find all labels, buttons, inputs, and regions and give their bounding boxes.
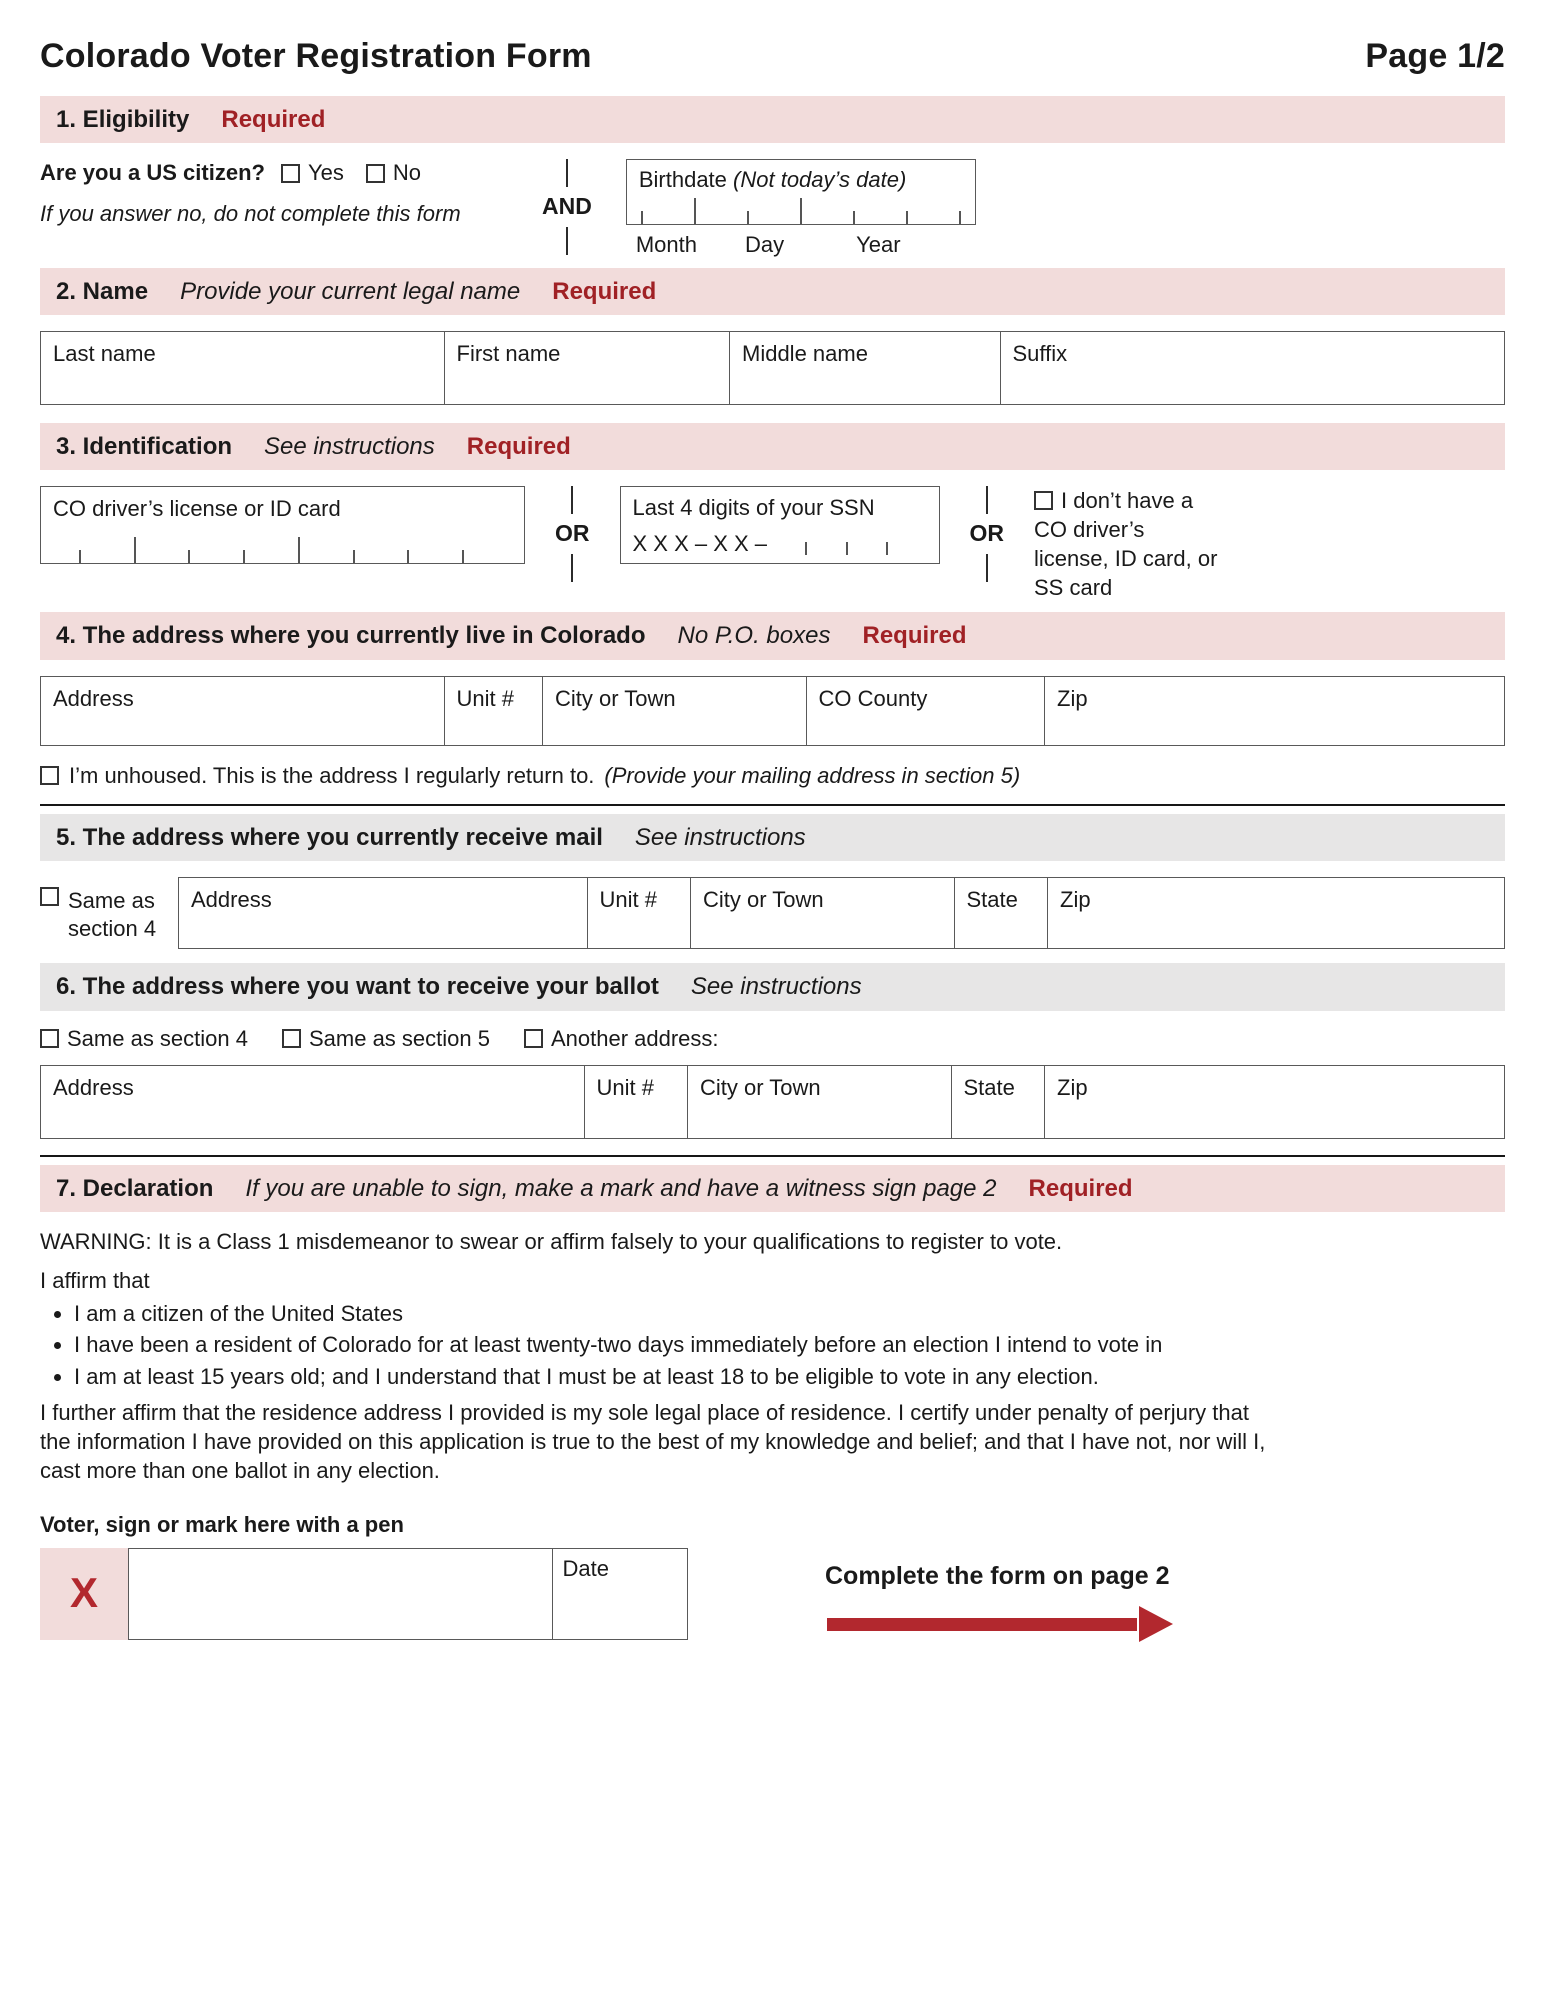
digit-tick [188,550,190,563]
citizenship-note: If you answer no, do not complete this form [40,200,461,226]
birthdate-block [626,159,976,260]
unhoused-label: I’m unhoused. This is the address I regularly return to. [69,762,595,788]
and-divider [542,159,592,255]
unhoused-checkbox[interactable] [40,766,59,785]
no-id-checkbox[interactable] [1034,491,1053,510]
citizen-no-checkbox[interactable] [366,164,385,183]
field-label: CO County [818,685,928,711]
field-label: Unit # [596,1075,654,1101]
or-label: OR [969,520,1004,547]
ballot-state-field[interactable] [951,1065,1046,1139]
birthdate-part-labels [626,225,976,260]
section-4-title: 4. The address where you currently live in Colorado [56,622,646,650]
field-label: Zip [1060,887,1091,913]
ballot-another-address-checkbox[interactable] [524,1029,543,1048]
affirmation-item: • I have been a resident of Colorado for at least twenty-two days immediately before an election I intend to vote in [74,1331,1280,1360]
divider-line [571,486,573,514]
birthdate-label-row [639,166,963,195]
option-label: Same as section 4 [67,1025,248,1051]
digit-tick [959,211,961,224]
residential-zip-field[interactable] [1044,676,1505,746]
and-label: AND [542,193,592,220]
citizen-yes-checkbox[interactable] [281,164,300,183]
suffix-field[interactable] [1000,331,1506,405]
section-6-header [40,963,1505,1010]
section-5-content [40,877,1505,949]
or-divider [970,486,1005,582]
ballot-same-as-section5-option[interactable] [282,1025,490,1054]
section-4-required-badge: Required [862,622,967,650]
year-label: Year [856,232,901,258]
section-2-header [40,268,1505,315]
mailing-city-field[interactable] [690,877,955,949]
complete-form-note-block [825,1548,1195,1643]
mailing-address-row [178,877,1505,949]
section-1-title: 1. Eligibility [56,106,190,134]
ballot-unit-field[interactable] [584,1065,689,1139]
residential-city-field[interactable] [542,676,807,746]
birthdate-field[interactable] [626,159,976,225]
field-label: Address [191,887,272,913]
option-label: Another address: [550,1025,719,1051]
section-2-title: 2. Name [56,277,149,305]
ssn-mask-row [633,530,927,559]
citizen-no-label: No [392,160,421,186]
mailing-state-field[interactable] [954,877,1049,949]
section-7-required-badge: Required [1028,1175,1133,1203]
mail-same-as-section4-option[interactable] [40,877,178,949]
page-indicator: Page 1/2 [1365,37,1505,75]
section-3-title: 3. Identification [56,433,233,461]
section-3-header [40,423,1505,470]
section-1-header [40,96,1505,143]
complete-form-note: Complete the form on page 2 [825,1561,1170,1590]
license-field-label: CO driver’s license or ID card [53,496,341,522]
section-7-subtitle: If you are unable to sign, make a mark and have a witness sign page 2 [245,1175,997,1203]
digit-tick [886,542,888,555]
divider-line [986,486,988,514]
field-label: City or Town [703,887,824,913]
arrow-shaft [827,1618,1137,1631]
section-3-content [40,486,1505,602]
further-affirmation: I further affirm that the residence address I provided is my sole legal place of residence. I certify under penalty of perjury that the information I have provided on this application is true to the best of my knowledge and belief; and that I have not, nor will I, cast more than one ballot in any election. [40,1400,1266,1483]
divider-line [566,227,568,255]
section-3-required-badge: Required [466,433,571,461]
residential-county-field[interactable] [806,676,1046,746]
field-label: Address [53,1075,134,1101]
field-label: Suffix [1012,341,1068,367]
section-1-required-badge: Required [221,106,326,134]
citizen-question-label: Are you a US citizen? [40,160,265,186]
citizen-yes-label: Yes [307,160,344,186]
group-separator-tick [800,198,802,224]
mail-same-as-section4-checkbox[interactable] [40,887,59,906]
field-label: Zip [1057,1075,1088,1101]
no-id-option[interactable] [1034,486,1224,602]
digit-tick [641,211,643,224]
form-header [40,34,1505,78]
month-label: Month [635,232,697,258]
signature-x-mark: X [40,1548,128,1640]
field-label: Unit # [599,887,657,913]
ballot-address-options [40,1025,1505,1054]
middle-name-field[interactable] [729,331,1001,405]
residential-address-row [40,676,1505,746]
ballot-same-as-section5-checkbox[interactable] [282,1029,301,1048]
section-6-title: 6. The address where you want to receive your ballot [56,973,659,1001]
section-3-subtitle: See instructions [264,433,435,461]
or-divider [555,486,590,582]
affirmation-list [50,1300,1280,1392]
birthdate-note: (Not today’s date) [733,167,907,193]
field-label: First name [456,341,561,367]
section-separator [40,1155,1505,1157]
mailing-unit-field[interactable] [587,877,692,949]
digit-tick [846,542,848,555]
field-label: Zip [1057,685,1088,711]
affirmation-item: • I am at least 15 years old; and I understand that I must be at least 18 to be eligible to vote in any election. [74,1363,1280,1392]
divider-line [986,554,988,582]
digit-ticks [767,542,926,558]
section-1-content [40,159,1505,260]
mailing-zip-field[interactable] [1047,877,1505,949]
digit-tick [906,211,908,224]
digit-tick [79,550,81,563]
field-label: City or Town [700,1075,821,1101]
ssn-field-label: Last 4 digits of your SSN [632,495,875,521]
declaration-warning: WARNING: It is a Class 1 misdemeanor to swear or affirm falsely to your qualifications to register to vote. [40,1229,1063,1255]
field-label: City or Town [555,685,676,711]
section-4-header [40,612,1505,659]
ssn-mask: X X X – X X – [632,530,768,556]
unhoused-note: (Provide your mailing address in section 5) [604,762,1021,788]
ballot-same-as-section4-checkbox[interactable] [40,1029,59,1048]
field-label: Address [53,685,134,711]
license-number-field[interactable] [40,486,525,564]
day-label: Day [745,232,785,258]
group-separator-tick [694,198,696,224]
signature-field[interactable] [128,1548,553,1640]
ballot-city-field[interactable] [687,1065,952,1139]
date-label: Date [562,1555,609,1581]
citizenship-question-row [40,159,508,188]
divider-line [571,554,573,582]
citizen-yes-option[interactable] [281,159,344,188]
sign-instruction: Voter, sign or mark here with a pen [40,1512,404,1538]
group-separator-tick [134,537,136,563]
divider-line [566,159,568,187]
last-name-field[interactable] [40,331,445,405]
ballot-same-as-section4-option[interactable] [40,1025,248,1054]
arrow-head [1139,1606,1173,1642]
name-fields-row [40,331,1505,405]
ballot-another-address-option[interactable] [524,1025,719,1054]
option-label: Same as section 5 [308,1025,490,1051]
digit-ticks [641,198,961,224]
form-title: Colorado Voter Registration Form [40,37,592,75]
section-separator [40,804,1505,806]
ballot-zip-field[interactable] [1044,1065,1505,1139]
citizen-no-option[interactable] [366,159,421,188]
first-name-field[interactable] [444,331,731,405]
section-6-subtitle: See instructions [690,973,862,1001]
ballot-address-row [40,1065,1505,1139]
unhoused-option[interactable] [40,762,1505,791]
group-separator-tick [298,537,300,563]
mailing-address-field[interactable] [178,877,588,949]
section-7-header [40,1165,1505,1212]
digit-tick [805,542,807,555]
field-label: State [966,887,1018,913]
residential-unit-field[interactable] [444,676,544,746]
section-7-title: 7. Declaration [56,1175,214,1203]
digit-tick [853,211,855,224]
digit-tick [407,550,409,563]
date-field[interactable] [552,1548,688,1640]
section-5-subtitle: See instructions [634,824,806,852]
signature-row [40,1548,1505,1643]
section-5-header [40,814,1505,861]
digit-ticks [79,537,464,563]
citizenship-question-block [40,159,508,228]
field-label: Unit # [456,685,514,711]
mail-same-as-section4-label: Same as section 4 [68,888,157,941]
residential-address-field[interactable] [40,676,445,746]
or-label: OR [555,520,590,547]
no-id-label: I don’t have a CO driver’s license, ID card, or SS card [1034,488,1218,601]
field-label: Last name [53,341,156,367]
section-2-required-badge: Required [552,277,657,305]
digit-tick [747,211,749,224]
field-label: Middle name [742,341,868,367]
ssn-last4-field[interactable] [620,486,940,564]
affirmation-item: • I am a citizen of the United States [74,1300,1280,1329]
field-label: State [963,1075,1015,1101]
section-4-subtitle: No P.O. boxes [677,622,831,650]
digit-tick [243,550,245,563]
birthdate-label: Birthdate [638,167,727,193]
ballot-address-field[interactable] [40,1065,585,1139]
digit-tick [462,550,464,563]
section-2-subtitle: Provide your current legal name [180,277,521,305]
section-5-title: 5. The address where you currently receive mail [56,824,603,852]
affirm-intro: I affirm that [40,1268,150,1293]
arrow-right-icon [825,1606,1173,1642]
digit-tick [353,550,355,563]
